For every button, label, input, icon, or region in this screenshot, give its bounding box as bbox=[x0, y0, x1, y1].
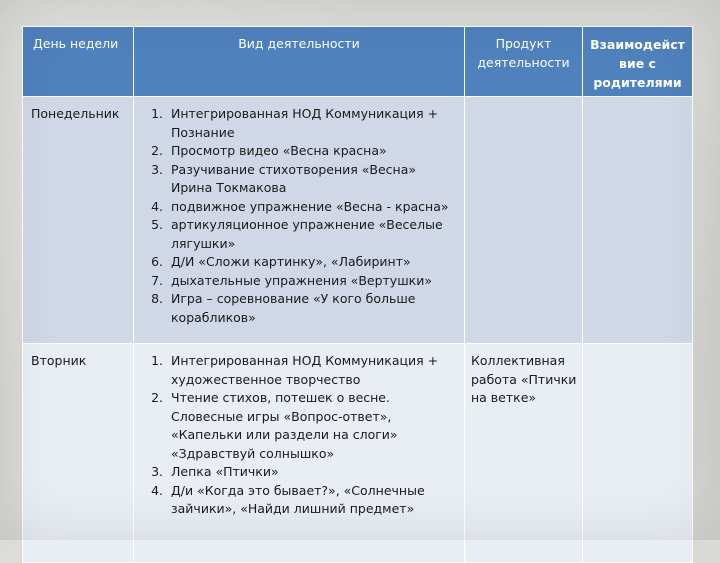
activity-list bbox=[138, 352, 458, 519]
list-item: 4. подвижное упражнение «Весна - красна» bbox=[167, 198, 458, 217]
list-item: 4. Д/и «Когда это бывает?», «Солнечные зайчики», «Найди лишний предмет» bbox=[167, 482, 458, 519]
list-item: 7. дыхательные упражнения «Вертушки» bbox=[167, 272, 458, 291]
table-header-row bbox=[23, 27, 693, 97]
header-day: День недели bbox=[23, 27, 134, 97]
list-item: 8. Игра – соревнование «У кого больше корабликов» bbox=[167, 290, 458, 327]
list-item: 3. Лепка «Птички» bbox=[167, 463, 458, 482]
list-item: 3. Разучивание стихотворения «Весна» Ирина Токмакова bbox=[167, 161, 458, 198]
header-activity: Вид деятельности bbox=[134, 27, 465, 97]
table-row bbox=[23, 97, 693, 344]
interaction-cell bbox=[583, 97, 693, 344]
list-item: 1. Интегрированная НОД Коммуникация + художественное творчество bbox=[167, 352, 458, 389]
activity-cell bbox=[134, 344, 465, 563]
day-cell: Вторник bbox=[23, 344, 134, 563]
weekly-plan-table bbox=[22, 26, 693, 563]
header-interaction: Взаимодейст вие с родителями bbox=[583, 27, 693, 97]
list-item: 2. Чтение стихов, потешек о весне. Словесные игры «Вопрос-ответ», «Капельки или раздели на слоги» «Здравствуй солнышко» bbox=[167, 389, 458, 463]
table-row bbox=[23, 344, 693, 563]
header-product: Продукт деятельности bbox=[465, 27, 583, 97]
interaction-cell bbox=[583, 344, 693, 563]
list-item: 2. Просмотр видео «Весна красна» bbox=[167, 142, 458, 161]
product-cell: Коллективная работа «Птички на ветке» bbox=[465, 344, 583, 563]
product-cell bbox=[465, 97, 583, 344]
activity-cell bbox=[134, 97, 465, 344]
list-item: 5. артикуляционное упражнение «Веселые лягушки» bbox=[167, 216, 458, 253]
activity-list bbox=[138, 105, 458, 327]
list-item: 6. Д/И «Сложи картинку», «Лабиринт» bbox=[167, 253, 458, 272]
list-item: 1. Интегрированная НОД Коммуникация + Познание bbox=[167, 105, 458, 142]
day-cell: Понедельник bbox=[23, 97, 134, 344]
